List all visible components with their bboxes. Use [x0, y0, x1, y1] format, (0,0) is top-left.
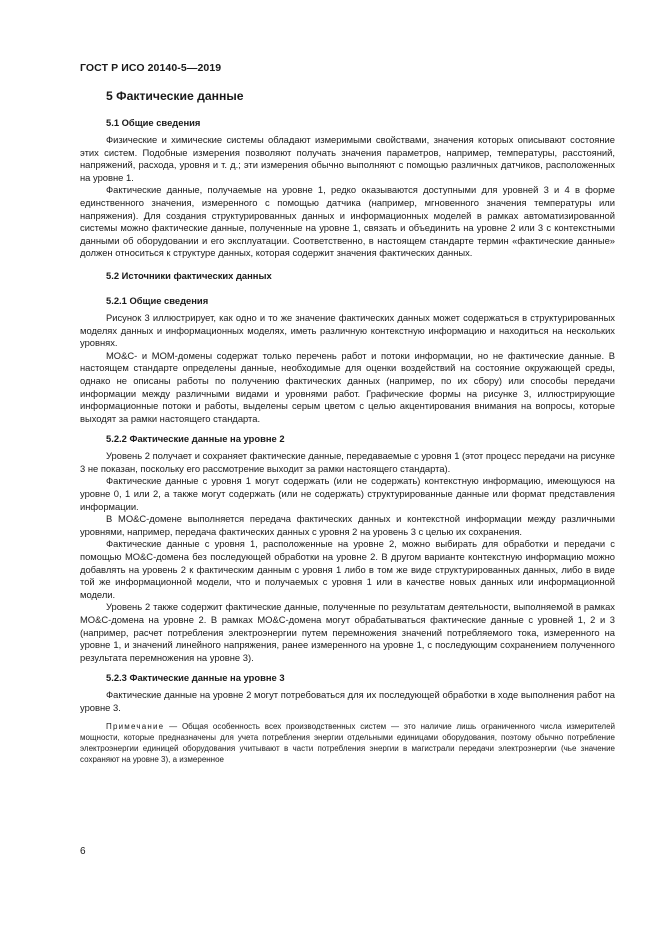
note [80, 721, 615, 765]
subsection-heading: 5.1 Общие сведения [106, 117, 201, 128]
note-text: — Общая особенность всех производственных систем — это наличие лишь ограниченного числа измерителей мощности, которые предназначены для учета потребления энергии отдельными единицами оборудования, поэтому обычно потребление электроэнергии единицей оборудования учитывают в части потребления энергии в магистрали передачи электроэнергии (чье значение сохраняют на уровне 3), а измеренное [80, 721, 615, 764]
paragraph: Физические и химические системы обладают измеримыми свойствами, значения которых описывают состояние этих систем. Подобные измерения позволяют получать значения параметров, например, температуры, расстояний, напряжений, расхода, уровня и т. д.; эти измерения обычно выполняют с помощью различных датчиков, расположенных на уровне 1. [80, 134, 615, 183]
subsection-heading: 5.2.2 Фактические данные на уровне 2 [106, 433, 285, 445]
document-body [80, 89, 615, 765]
paragraph: Фактические данные на уровне 2 могут потребоваться для их последующей обработки в ходе выполнения работ на уровне 3. [80, 689, 615, 713]
paragraph: Уровень 2 получает и сохраняет фактические данные, передаваемые с уровня 1 (этот процесс передачи на рисунке 3 не показан, поскольку его рассмотрение выходит за рамки настоящего стандарта). [80, 450, 615, 474]
page-number: 6 [80, 846, 86, 857]
paragraph: Уровень 2 также содержит фактические данные, полученные по результатам деятельности, выполняемой в рамках MO&C-домена на уровне 2. В рамках MO&C-домена могут обрабатываться фактические данные с уровней 1, 2 и 3 (например, расчет потребления электроэнергии путем перемножения значений потребляемого тока, измеренного на уровне 1, и значений линейного напряжения, ранее измеренного на уровне 1, с последующим сохранением полученного результата перемножения на уровне 3). [80, 601, 615, 663]
subsection-heading: 5.2 Источники фактических данных [106, 269, 272, 281]
paragraph: MO&C- и MOM-домены содержат только перечень работ и потоки информации, но не фактические данные. В настоящем стандарте определены данные, необходимые для оценки воздействий на состояние окружающей среды, однако не описаны работы по получению фактических данных (например, по их сбору) или способы передачи информации между различными видами и уровнями работ. Графические формы на рисунке 3, иллюстрирующие информационные потоки и работы, выделены серым цветом с целью акцентирования внимания на вопросы, которые выходят за рамки настоящего стандарта. [80, 349, 615, 424]
running-header: ГОСТ Р ИСО 20140-5—2019 [80, 62, 222, 74]
paragraph: Фактические данные, получаемые на уровне 1, редко оказываются доступными для уровней 3 и 4 в форме единственного значения, измеренного с помощью датчика (например, мгновенного значения температуры или напряжения). Для создания структурированных данных и информационных моделей в рамках автоматизированной системы можно фактические данные, полученные на уровне 1, связать и объединить на уровне 2 или 3 с контекстными данными об оборудовании и его эксплуатации. Соответственно, в настоящем стандарте термин «фактические данные» должен относиться к структуре данных, которая содержит значения фактических данных. [80, 184, 615, 259]
subsection-heading: 5.2.1 Общие сведения [106, 294, 209, 306]
paragraph: В MO&C-домене выполняется передача фактических данных и контекстной информации между различными уровнями, например, передача фактических данных с уровня 2 на уровень 3 с целью их сохранения. [80, 513, 615, 537]
subsection-heading: 5.2.3 Фактические данные на уровне 3 [106, 672, 285, 684]
paragraph: Фактические данные с уровня 1 могут содержать (или не содержать) контекстную информацию, имеющуюся на уровне 0, 1 или 2, а также могут содержать (или не содержать) структурированные данные или формат представления информации. [80, 475, 615, 512]
paragraph: Фактические данные с уровня 1, расположенные на уровне 2, можно выбирать для обработки и передачи с помощью MO&C-домена без последующей обработки на уровне 2. В другом варианте контекстную информацию можно добавлять на уровень 2 к фактическим данным с уровня 1 либо в том же виде структурированных данных, либо в виде той же информационной модели, что и получаемых с уровня 1 или в качестве новых данных или информационной модели. [80, 538, 615, 600]
paragraph: Рисунок 3 иллюстрирует, как одно и то же значение фактических данных может содержаться в структурированных моделях данных и информационных моделях, иметь различную контекстную информацию и находиться на нескольких уровнях. [80, 311, 615, 349]
note-label: Примечание [106, 721, 165, 731]
section-title: 5 Фактические данные [106, 89, 244, 103]
